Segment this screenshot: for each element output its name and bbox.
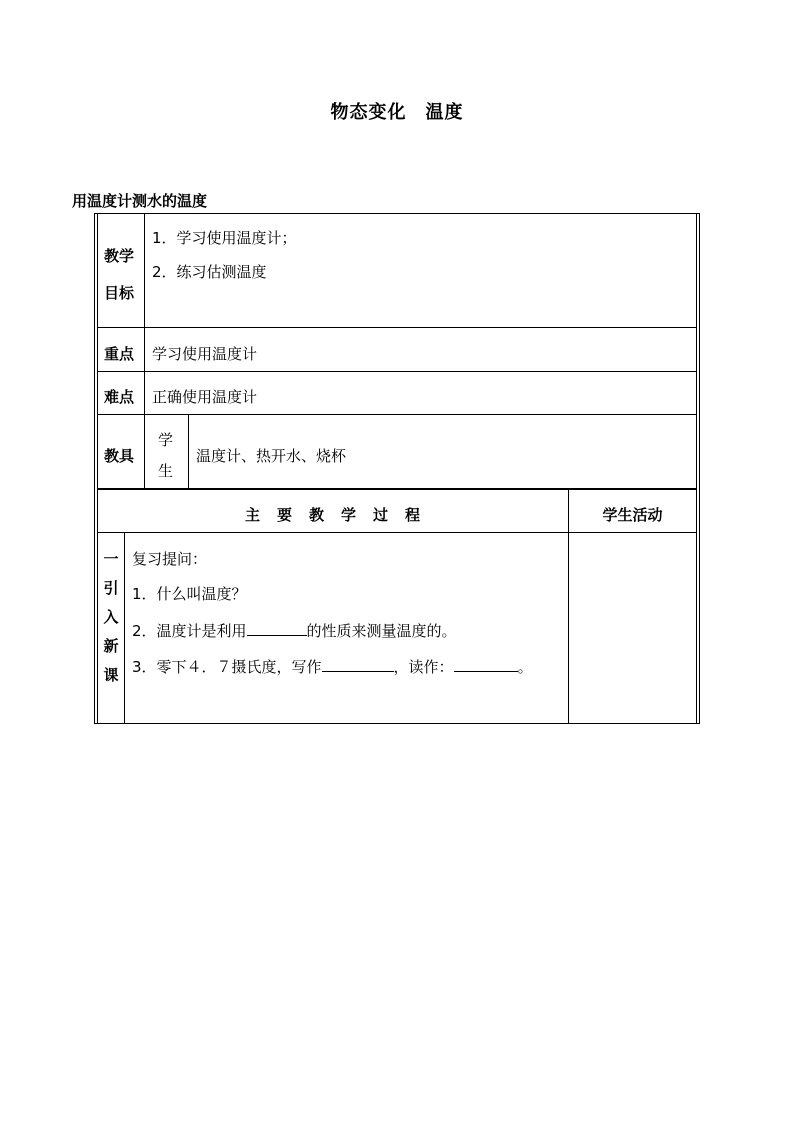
blank-line xyxy=(247,620,307,636)
tools-sub-label-line1: 学 xyxy=(158,431,174,449)
section-label-char: 新 xyxy=(103,637,119,655)
question-1: 1．什么叫温度？ xyxy=(132,585,247,603)
page-title: 物态变化 温度 xyxy=(330,102,464,123)
section-label-char: 一 xyxy=(103,550,119,568)
blank-line xyxy=(322,656,394,672)
objectives-label-line2: 目标 xyxy=(104,284,135,302)
section-label-char: 课 xyxy=(103,666,119,684)
lesson-subtitle: 用温度计测水的温度 xyxy=(72,192,208,210)
difficulty-text: 正确使用温度计 xyxy=(152,388,258,406)
key-point-text: 学习使用温度计 xyxy=(152,345,258,363)
section-label-char: 入 xyxy=(103,608,119,626)
tools-text: 温度计、热开水、烧杯 xyxy=(196,447,347,465)
tools-label: 教具 xyxy=(104,447,135,465)
objective-item: 1．学习使用温度计； xyxy=(152,229,297,247)
question-2: 2．温度计是利用 的性质来测量温度的。 xyxy=(132,622,457,640)
question-3: 3．零下４．７摄氏度，写作 ，读作： 。 xyxy=(132,658,533,676)
process-header: 主 要 教 学 过 程 xyxy=(244,506,421,524)
objective-item: 2．练习估测温度 xyxy=(152,263,267,281)
tools-sub-label-line2: 生 xyxy=(158,462,174,480)
key-point-label: 重点 xyxy=(104,345,135,363)
review-intro: 复习提问： xyxy=(132,550,208,568)
difficulty-label: 难点 xyxy=(104,388,135,406)
objectives-label-line1: 教学 xyxy=(104,247,135,265)
activity-header: 学生活动 xyxy=(602,506,663,524)
section-label-char: 引 xyxy=(103,579,119,597)
blank-line xyxy=(454,656,518,672)
section-label xyxy=(101,545,121,690)
